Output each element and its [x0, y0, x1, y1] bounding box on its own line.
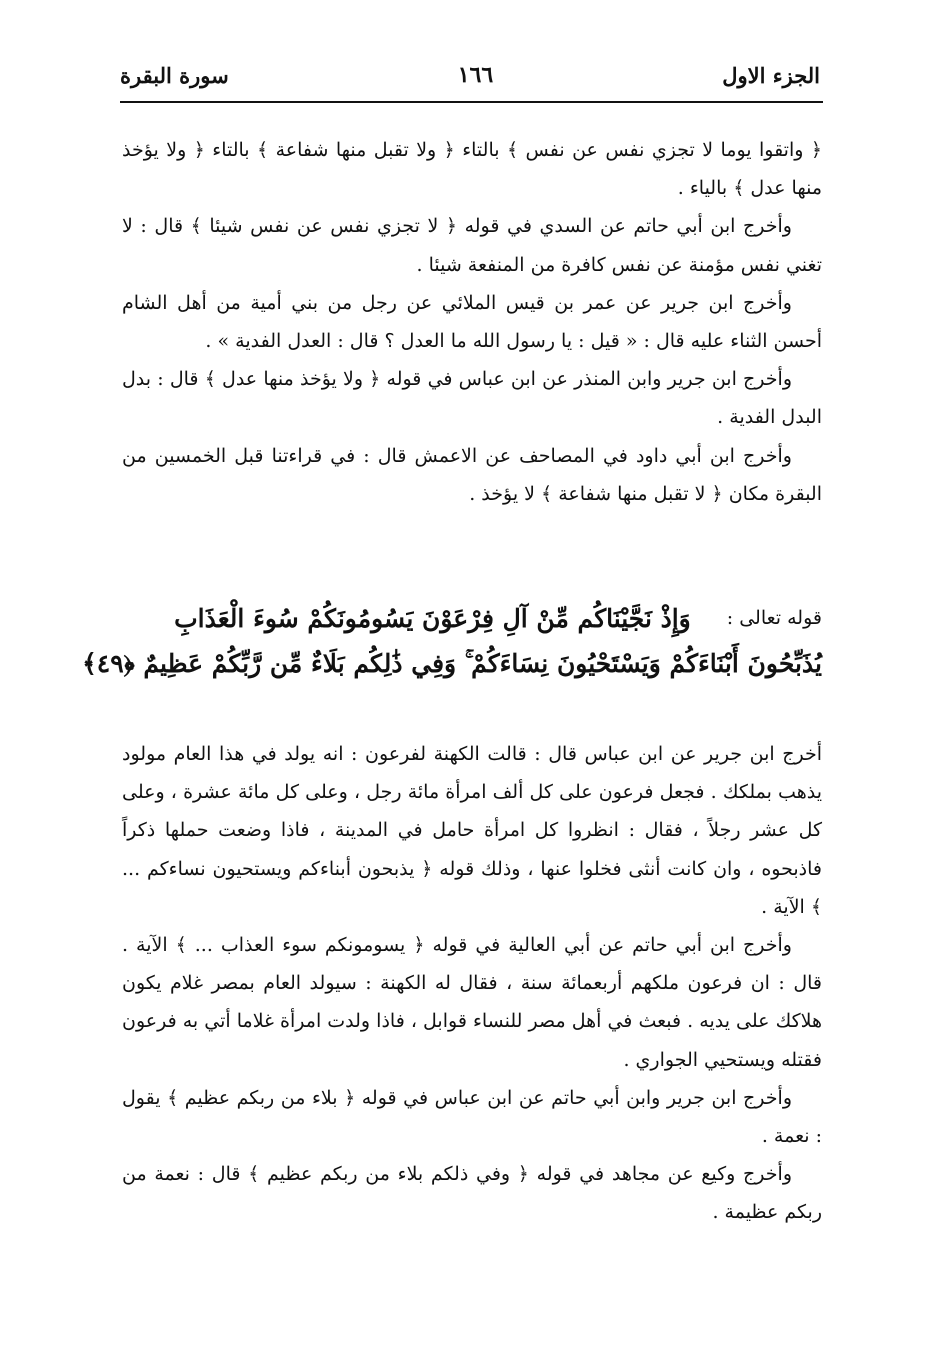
- verse-line-1: [122, 596, 822, 640]
- running-header: [120, 52, 820, 98]
- verse-text-line-1: وَإِذْ نَجَّيْنَاكُم مِّنْ آلِ فِرْعَوْنَ يَسُومُونَكُمْ سُوءَ الْعَذَابِ: [174, 603, 691, 633]
- commentary-section-1: [122, 131, 822, 513]
- verse-intro: قوله تعالى :: [726, 607, 822, 629]
- header-rule: [120, 101, 823, 103]
- paragraph: وأخرج ابن جرير وابن المنذر عن ابن عباس في قوله ﴿ ولا يؤخذ منها عدل ﴾ قال : بدل البدل الفدية .: [122, 368, 822, 429]
- paragraph: وأخرج وكيع عن مجاهد في قوله ﴿ وفي ذلكم بلاء من ربكم عظيم ﴾ قال : نعمة من ربكم عظيمة .: [122, 1163, 822, 1224]
- commentary-section-2: [122, 735, 822, 1232]
- quranic-verse-heading: [82, 590, 822, 695]
- paragraph: ﴿ واتقوا يوما لا تجزي نفس عن نفس ﴾ بالتاء ﴿ ولا تقبل منها شفاعة ﴾ بالتاء ﴿ ولا يؤخذ منها عدل ﴾ بالياء .: [122, 139, 822, 200]
- verse-text-line-2: يُذَبِّحُونَ أَبْنَاءَكُمْ وَيَسْتَحْيُونَ نِسَاءَكُمْ ۚ وَفِي ذَٰلِكُم بَلَاءٌ مِّن رَّبِّكُمْ عَظِيمٌ ﴿٤٩﴾: [82, 649, 822, 678]
- paragraph: وأخرج ابن أبي حاتم عن أبي العالية في قوله ﴿ يسومونكم سوء العذاب ... ﴾ الآية . قال : ان فرعون ملكهم أربعمائة سنة ، فقال له الكهنة : سيولد العام بمصر غلام يكون هلاكك على يديه . فبعث في أهل مصر للنساء قوابل ، فاذا ولدت امرأة غلاما أتي به فرعون فقتله ويستحيي الجواري .: [122, 934, 822, 1071]
- paragraph: وأخرج ابن أبي داود في المصاحف عن الاعمش قال : في قراءتنا قبل الخمسين من البقرة مكان ﴿ لا تقبل منها شفاعة ﴾ لا يؤخذ .: [122, 444, 822, 505]
- paragraph: وأخرج ابن جرير وابن أبي حاتم عن ابن عباس في قوله ﴿ بلاء من ربكم عظيم ﴾ يقول : نعمة .: [122, 1086, 822, 1148]
- verse-line-2: [82, 642, 822, 686]
- page-number: ١٦٦: [457, 62, 494, 88]
- paragraph: أخرج ابن جرير عن ابن عباس قال : قالت الكهنة لفرعون : انه يولد في هذا العام مولود يذهب بملكك . فجعل فرعون على كل ألف امرأة مائة رجل ، وعلى كل مائة عشرة ، وعلى كل عشر رجلاً ، فقال : انظروا كل امرأة حامل في المدينة ، فاذا وضعت حملها ذكراً فاذبحوه ، وان كانت أنثى فخلوا عنها ، وذلك قوله ﴿ يذبحون أبناءكم ويستحيون نساءكم ... ﴾ الآية .: [122, 743, 822, 918]
- volume-label: الجزء الاول: [722, 62, 820, 88]
- paragraph: وأخرج ابن أبي حاتم عن السدي في قوله ﴿ لا تجزي نفس عن نفس شيئا ﴾ قال : لا تغني نفس مؤمنة عن نفس كافرة من المنفعة شيئا .: [122, 215, 822, 276]
- paragraph: وأخرج ابن جرير عن عمر بن قيس الملائي عن رجل من بني أمية من أهل الشام أحسن الثناء عليه قال : « قيل : يا رسول الله ما العدل ؟ قال : العدل الفدية » .: [122, 291, 822, 353]
- surah-label: سورة البقرة: [120, 62, 229, 88]
